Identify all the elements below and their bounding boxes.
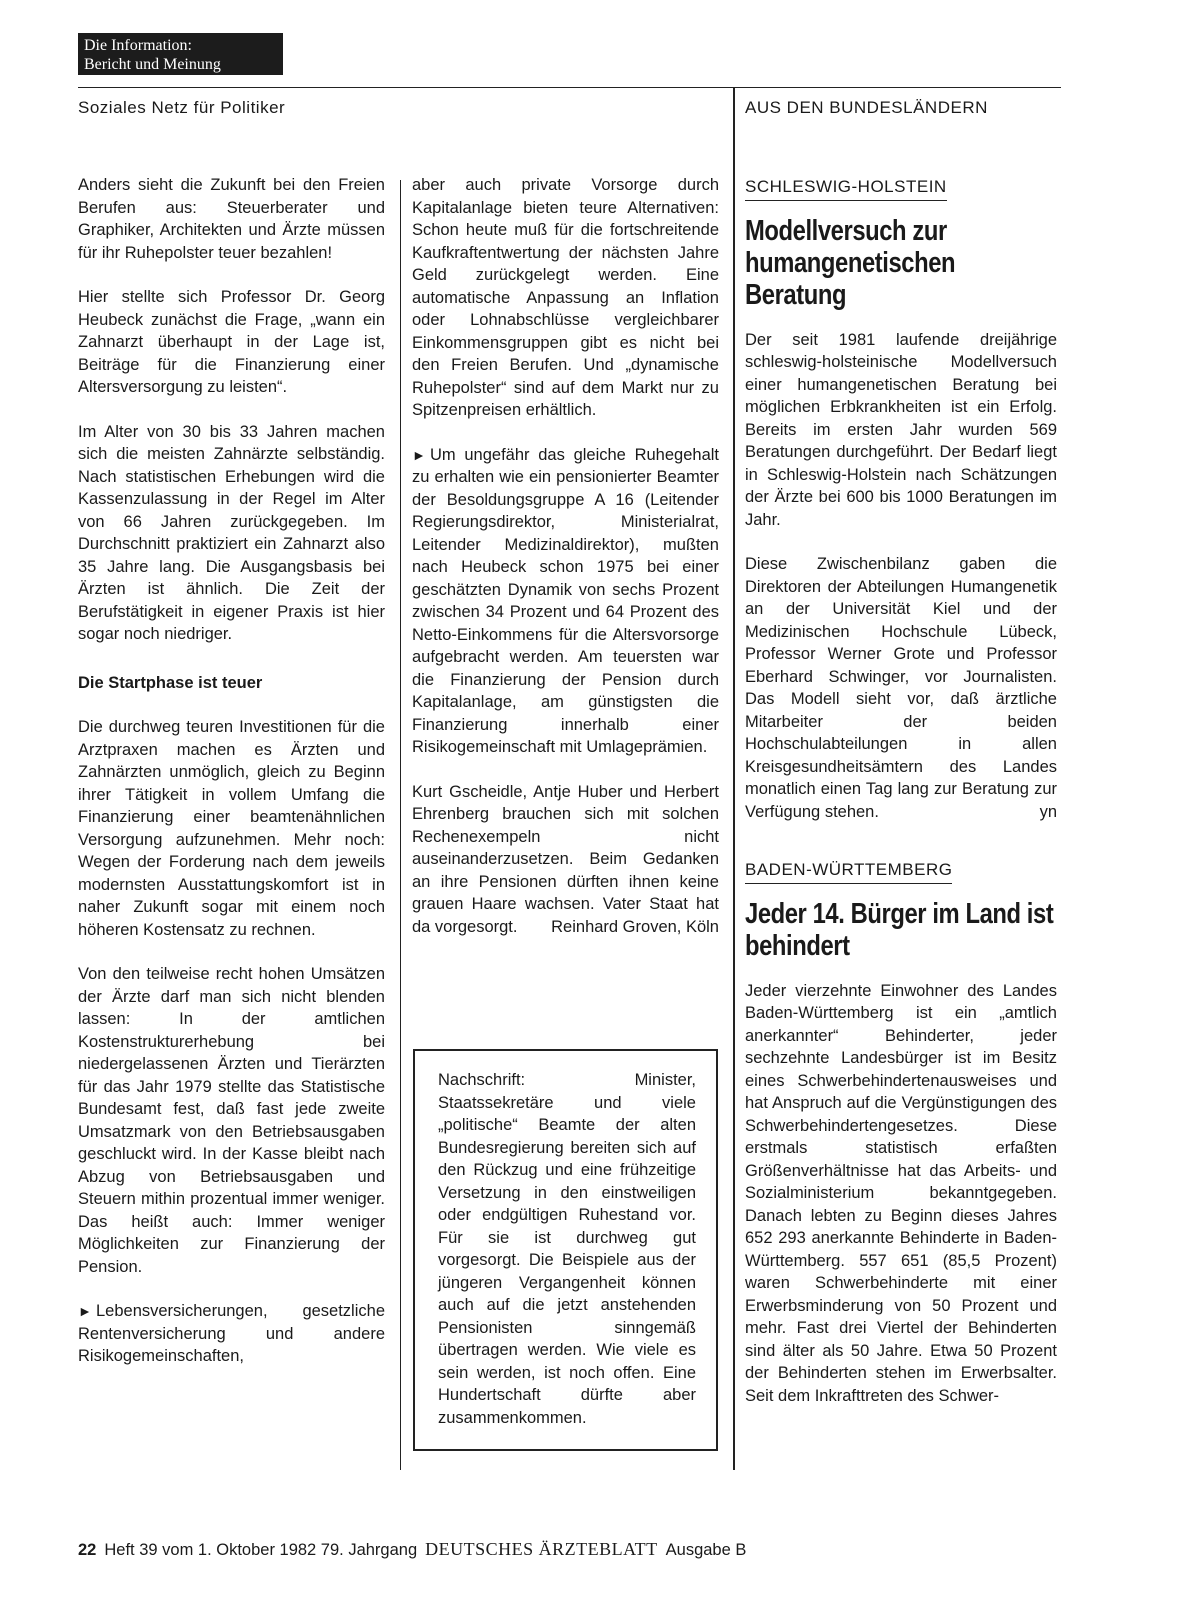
- section-label-line2: Bericht und Meinung: [84, 56, 221, 73]
- postscript-box: [413, 1049, 718, 1451]
- author-signature: Reinhard Groven, Köln: [551, 917, 719, 936]
- article-column-1: [78, 174, 385, 1390]
- paragraph: Die durchweg teuren Investitionen für die Arztpraxen machen es Ärzten und Zahnärzten unmöglich, gleich zu Beginn ihrer Tätigkeit in vollem Umfang die Finanzierung einer beamtenähnlichen Versorgung aufzunehmen. Mehr noch: Wegen der Forderung nach dem jeweils modernsten Ausstattungskomfort ist in naher Zukunft sogar mit einem noch höheren Kostensatz zu rechnen.: [78, 718, 385, 939]
- article-topic: Soziales Netz für Politiker: [78, 98, 286, 117]
- column-divider-1: [400, 180, 401, 1470]
- region-label-schleswig-holstein: SCHLESWIG-HOLSTEIN: [745, 176, 947, 201]
- paragraph: [412, 444, 719, 759]
- paragraph-text: Lebensversicherungen, gesetzliche Rentenversicherung und andere Risikogemeinschaften,: [78, 1302, 385, 1365]
- paragraph-text: Um ungefähr das gleiche Ruhegehalt zu erhalten wie ein pensionierter Beamter der Besoldungsgruppe A 16 (Leitender Regierungsdirektor, Ministerialrat, Leitender Medizinaldirektor), mußten nach Heubeck schon 1975 bei einer geschätzten Dynamik von sechs Prozent zwischen 34 Prozent und 64 Prozent des Netto-Einkommens für die Altersvorsorge aufgebracht werden. Am teuersten war die Finanzierung der Pension durch Kapitalanlage, am günstigsten die Finanzierung innerhalb einer Risikogemeinschaft mit Umlageprämien.: [412, 445, 719, 756]
- sidebar-column: [745, 176, 1057, 1429]
- postscript-text: Nachschrift: Minister, Staatssekretäre und viele „politische“ Beamte der alten Bundesregierung bereiten sich auf den Rückzug und eine frühzeitige Versetzung in den einstweiligen oder endgültigen Ruhestand vor. Für sie ist durchweg gut vorgesorgt. Die Beispiele aus der jüngeren Vergangenheit können auch auf die jetzt anstehenden Pensionisten sinngemäß übertragen werden. Wie viele es sein werden, ist noch offen. Eine Hundertschaft dürfte aber zusammenkommen.: [438, 1071, 696, 1427]
- paragraph: Im Alter von 30 bis 33 Jahren machen sich die meisten Zahnärzte selbständig. Nach statistischen Erhebungen wird die Kassenzulassung in der Regel im Alter von 66 Jahren zurückgegeben. Im Durchschnitt praktiziert ein Zahnarzt also 35 Jahre lang. Die Ausgangsbasis bei Ärzten ist ähnlich. Die Zeit der Berufstätigkeit in eigener Praxis ist hier sogar noch niedriger.: [78, 422, 385, 643]
- paragraph: [745, 553, 1057, 823]
- paragraph: [78, 1300, 385, 1368]
- paragraph-text: Kurt Gscheidle, Antje Huber und Herbert Ehrenberg brauchen sich mit solchen Rechenexempeln nicht auseinanderzusetzen. Beim Gedanken an ihre Pensionen dürften ihnen keine grauen Haare wachsen. Vater Staat hat da vorgesorgt.: [412, 782, 719, 936]
- paragraph: Anders sieht die Zukunft bei den Freien Berufen aus: Steuerberater und Graphiker, Architekten und Ärzte müssen für ihr Ruhepolster teuer bezahlen!: [78, 176, 385, 262]
- paragraph-text: Diese Zwischenbilanz gaben die Direktoren der Abteilungen Humangenetik an der Universität Kiel und der Medizinischen Hochschule Lübeck, Professor Werner Grote und Professor Eberhard Schwinger, vor Journalisten. Das Modell sieht vor, daß ärztliche Mitarbeiter der beiden Hochschulabteilungen in allen Kreisgesundheitsämtern des Landes monatlich einen Tag lang zur Beratung zur Verfügung stehen.: [745, 555, 1057, 821]
- column-divider-2: [733, 87, 735, 1470]
- paragraph: Der seit 1981 laufende dreijährige schleswig-holsteinische Modellversuch einer humangenetischen Beratung bei möglichen Erbkrankheiten ist ein Erfolg. Bereits im ersten Jahr wurden 569 Beratungen durchgeführt. Der Bedarf liegt in Schleswig-Holstein nach Schätzungen der Ärzte bei 600 bis 1000 Beratungen im Jahr.: [745, 330, 1057, 529]
- page-number: 22: [78, 1541, 97, 1559]
- bullet-arrow-icon: ►: [78, 1303, 92, 1319]
- headline-schleswig-holstein: Modellversuch zur humangenetischen Beratung: [745, 214, 956, 311]
- region-label-baden-wuerttemberg: BADEN-WÜRTTEMBERG: [745, 859, 952, 884]
- bullet-arrow-icon: ►: [412, 446, 426, 463]
- article-column-2: [412, 174, 719, 938]
- author-initials: yn: [1039, 802, 1057, 821]
- paragraph: aber auch private Vorsorge durch Kapitalanlage bieten teure Alternativen: Schon heute muß für die fortschreitende Kaufkraftentwertung der nächsten Jahre Geld zurückgelegt werden. Eine automatische Anpassung an Inflation oder Lohnabschlüsse vergleichbarer Einkommensgruppen gibt es nicht bei den Freien Berufen. Und „dynamische Ruhepolster“ sind auf dem Markt nur zu Spitzenpreisen erhältlich.: [412, 176, 719, 419]
- section-label-line1: Die Information:: [84, 37, 192, 54]
- edition: Ausgabe B: [665, 1541, 747, 1559]
- page-footer: [78, 1539, 746, 1560]
- headline-baden-wuerttemberg: Jeder 14. Bürger im Land ist behindert: [745, 897, 1054, 962]
- section-label-box: [78, 33, 283, 75]
- paragraph: Von den teilweise recht hohen Umsätzen der Ärzte darf man sich nicht blenden lassen: In der amtlichen Kostenstrukturerhebung bei niedergelassenen Ärzten und Tierärzten für das Jahr 1979 stellte das Statistische Bundesamt fest, daß fast jede zweite Umsatzmark von den Betriebsausgaben geschluckt wird. In der Kasse bleibt nach Abzug von Betriebsausgaben und Steuern mithin prozentual immer weniger. Das heißt auch: Immer weniger Möglichkeiten zur Finanzierung der Pension.: [78, 965, 385, 1276]
- sidebar-heading: AUS DEN BUNDESLÄNDERN: [745, 98, 988, 117]
- paragraph: Hier stellte sich Professor Dr. Georg Heubeck zunächst die Frage, „wann ein Zahnarzt überhaupt in der Lage ist, Beiträge für die Finanzierung einer Altersversorgung zu leisten“.: [78, 288, 385, 396]
- header-rule: [78, 87, 1061, 88]
- journal-name: DEUTSCHES ÄRZTEBLATT: [425, 1539, 658, 1559]
- subheading: Die Startphase ist teuer: [78, 673, 263, 692]
- paragraph: [412, 781, 719, 939]
- issue-info: Heft 39 vom 1. Oktober 1982 79. Jahrgang: [104, 1541, 418, 1559]
- paragraph: Jeder vierzehnte Einwohner des Landes Baden-Württemberg ist ein „amtlich anerkannter“ Behinderter, jeder sechzehnte Landesbürger ist im Besitz eines Schwerbehindertenausweises und hat Anspruch auf die Vergünstigungen des Schwerbehindertengesetzes. Diese erstmals statistisch erfaßten Größenverhältnisse hat das Arbeits- und Sozialministerium bekanntgegeben. Danach lebten zu Beginn dieses Jahres 652 293 anerkannte Behinderte in Baden-Württemberg. 557 651 (85,5 Prozent) waren Schwerbehinderte mit einer Erwerbsminderung von 50 Prozent und mehr. Fast drei Viertel der Behinderten sind älter als 50 Jahre. Etwa 50 Prozent der Behinderten stehen im Erwerbsalter. Seit dem Inkrafttreten des Schwer-: [745, 981, 1057, 1405]
